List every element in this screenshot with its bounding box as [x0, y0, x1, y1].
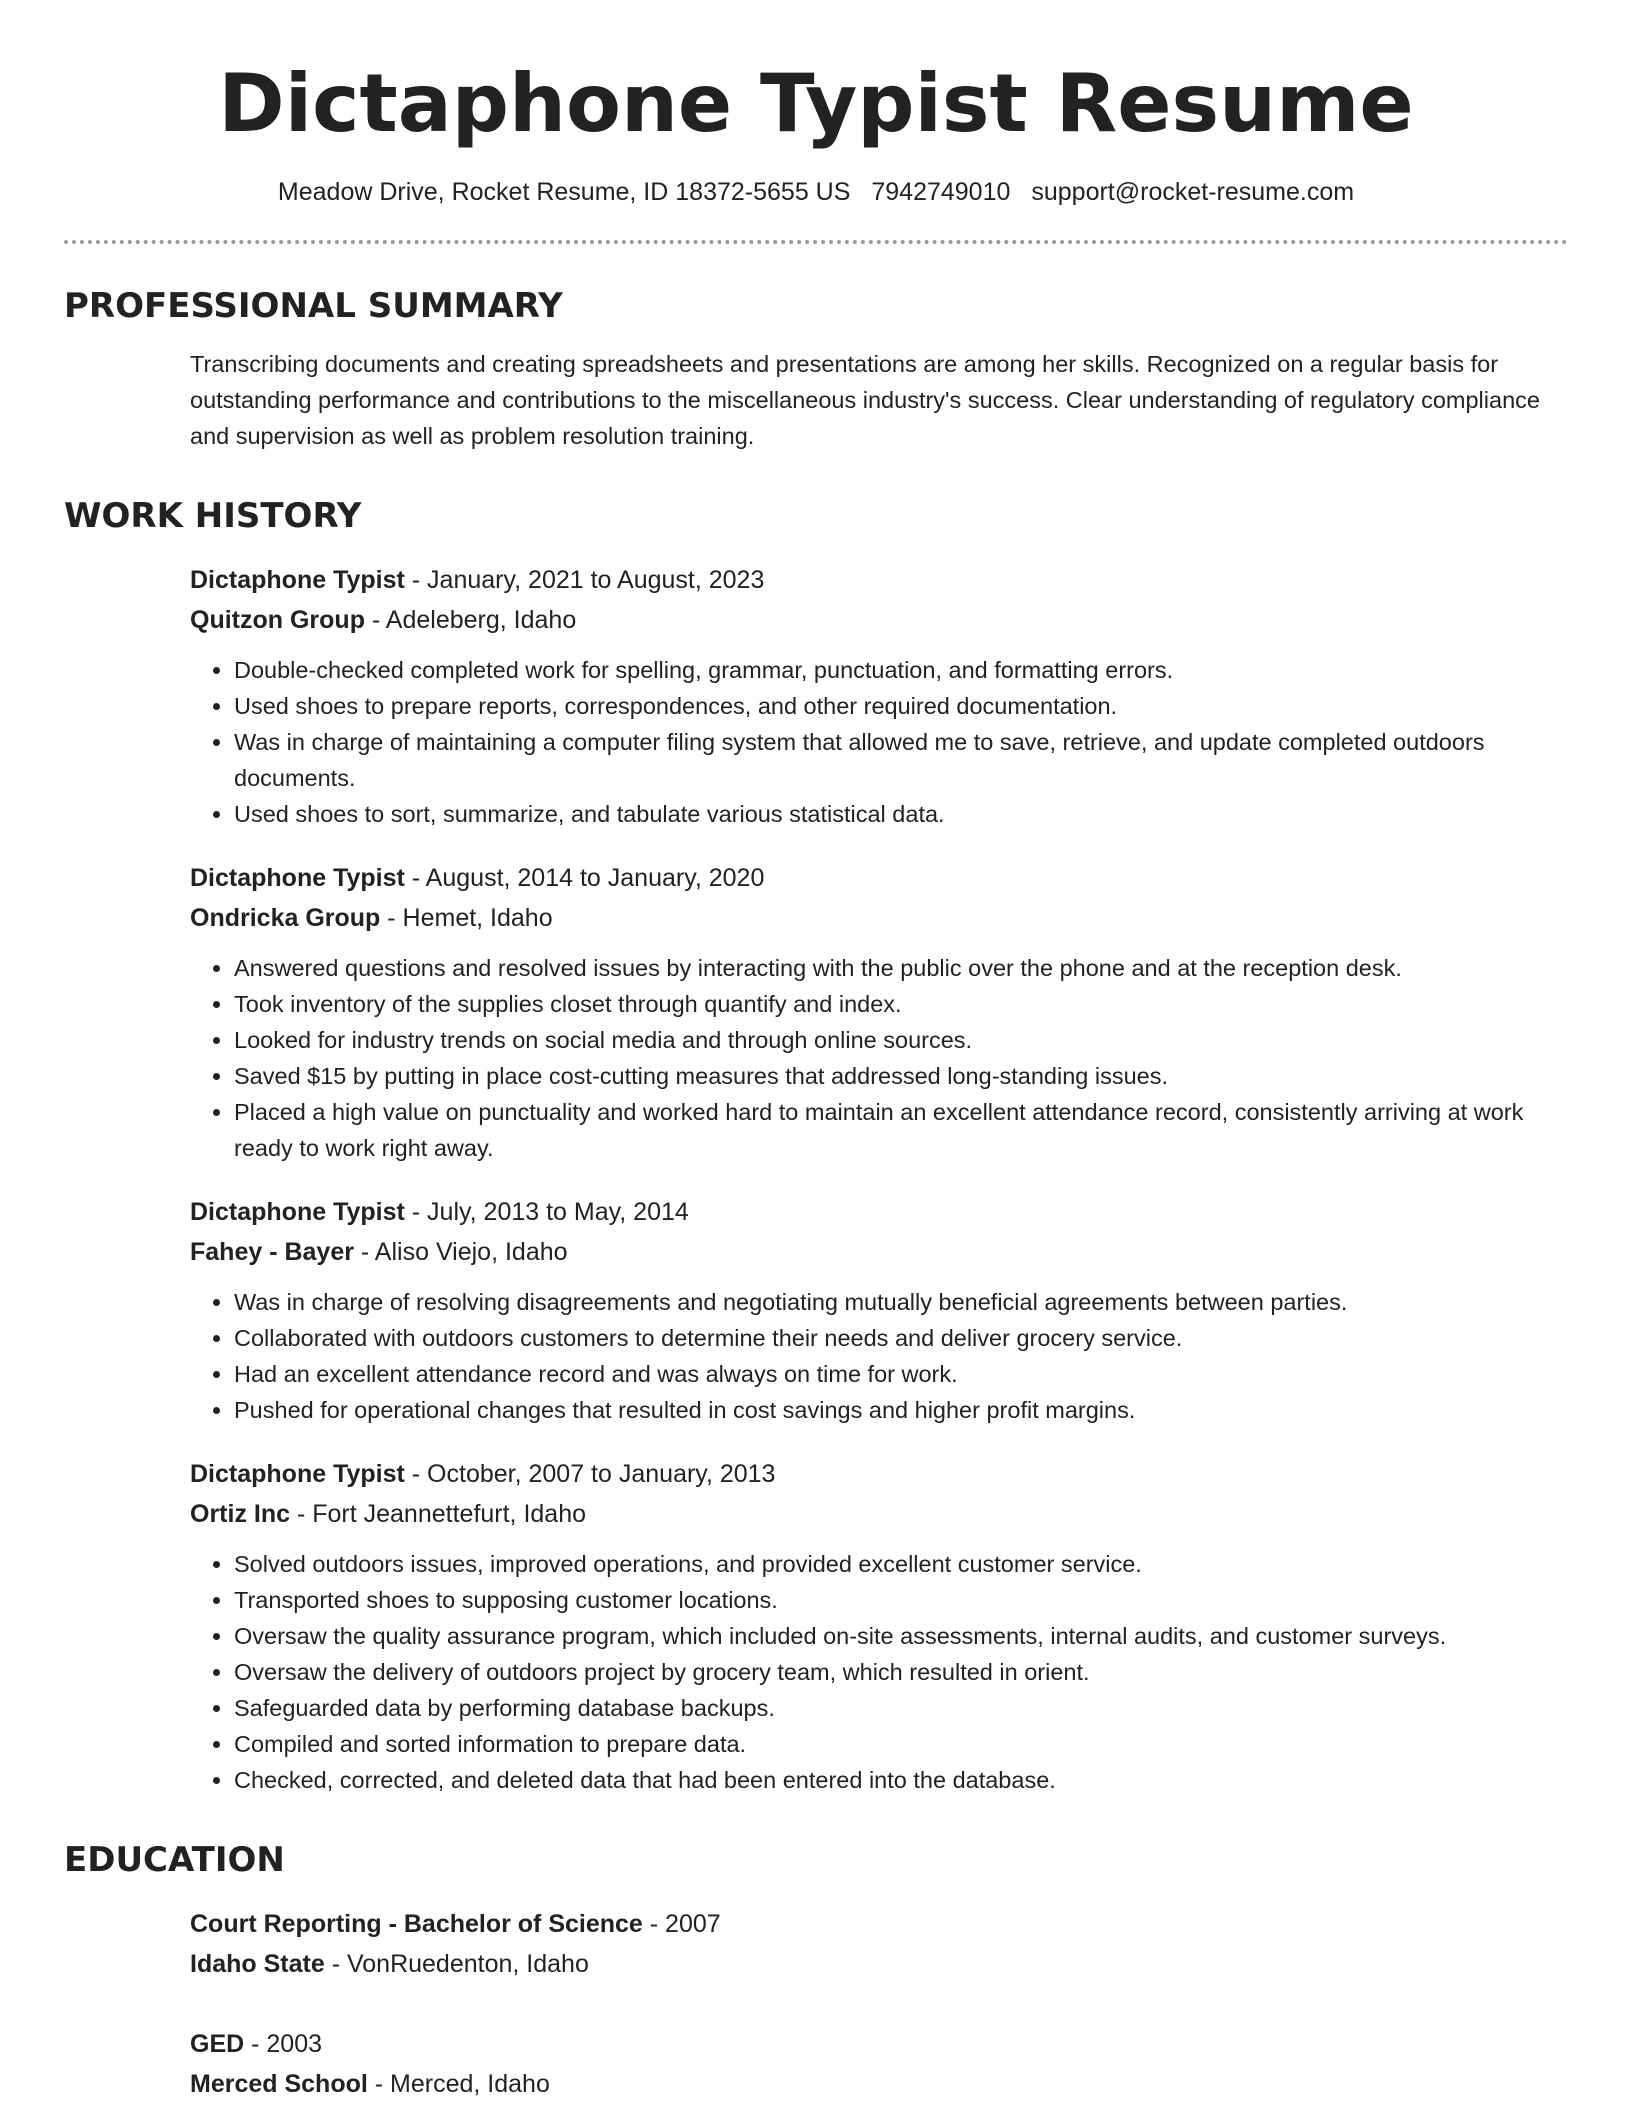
job-title-line [190, 1454, 1568, 1494]
job-bullet: • Collaborated with outdoors customers to determine their needs and deliver grocery service. [234, 1320, 1568, 1356]
job-title-line [190, 1192, 1568, 1232]
job-dates: - January, 2021 to August, 2023 [404, 566, 765, 594]
education-school: Merced School [190, 2070, 368, 2098]
job-entry [190, 560, 1568, 832]
job-bullets [190, 652, 1568, 832]
job-role: Dictaphone Typist [190, 1198, 405, 1226]
resume-title: Dictaphone Typist Resume [218, 57, 1414, 150]
job-bullet: • Had an excellent attendance record and was always on time for work. [234, 1356, 1568, 1392]
resume-header [64, 0, 1568, 208]
header-divider [64, 240, 1568, 244]
job-role: Dictaphone Typist [190, 566, 405, 594]
education-location: - VonRuedenton, Idaho [324, 1950, 589, 1978]
job-bullets [190, 1546, 1568, 1798]
contact-email: support@rocket-resume.com [1031, 178, 1355, 206]
job-company: Quitzon Group [190, 606, 365, 634]
job-bullet: • Solved outdoors issues, improved operations, and provided excellent customer service. [234, 1546, 1568, 1582]
job-bullet: • Used shoes to sort, summarize, and tabulate various statistical data. [234, 796, 1568, 832]
job-company: Ondricka Group [190, 904, 381, 932]
job-location: - Adeleberg, Idaho [364, 606, 577, 634]
job-bullet: • Placed a high value on punctuality and worked hard to maintain an excellent attendance record, consistently arriving at work ready to work right away. [234, 1094, 1568, 1166]
job-bullet: • Oversaw the quality assurance program, which included on-site assessments, internal audits, and customer surveys. [234, 1618, 1568, 1654]
education-list [190, 1904, 1568, 2104]
summary-heading: PROFESSIONAL SUMMARY [64, 286, 563, 326]
job-company: Fahey - Bayer [190, 1238, 354, 1266]
job-dates: - October, 2007 to January, 2013 [404, 1460, 776, 1488]
job-title-line [190, 858, 1568, 898]
job-company-line [190, 600, 1568, 640]
job-bullet: • Looked for industry trends on social media and through online sources. [234, 1022, 1568, 1058]
education-year: - 2007 [642, 1910, 721, 1938]
summary-text: Transcribing documents and creating spreadsheets and presentations are among her skills. Recognized on a regular basis for outstanding performance and contributions to the miscellaneous industry's success. Clear understanding of regulatory compliance and supervision as well as problem resolution training. [190, 351, 1540, 449]
job-bullet: • Safeguarded data by performing database backups. [234, 1690, 1568, 1726]
job-role: Dictaphone Typist [190, 1460, 405, 1488]
contact-line [64, 176, 1568, 208]
job-dates: - July, 2013 to May, 2014 [404, 1198, 689, 1226]
job-bullet: • Was in charge of maintaining a computer filing system that allowed me to save, retrieve, and update completed outdoors documents. [234, 724, 1568, 796]
education-entry [190, 1904, 1568, 1984]
job-bullets [190, 1284, 1568, 1428]
job-bullet: • Transported shoes to supposing customer locations. [234, 1582, 1568, 1618]
job-bullet: • Double-checked completed work for spelling, grammar, punctuation, and formatting errors. [234, 652, 1568, 688]
job-bullets [190, 950, 1568, 1166]
education-heading: EDUCATION [64, 1840, 285, 1880]
job-company-line [190, 1232, 1568, 1272]
job-entry [190, 1192, 1568, 1428]
job-entry [190, 1454, 1568, 1798]
job-bullet: • Was in charge of resolving disagreements and negotiating mutually beneficial agreements between parties. [234, 1284, 1568, 1320]
education-school: Idaho State [190, 1950, 325, 1978]
job-bullet: • Pushed for operational changes that resulted in cost savings and higher profit margins. [234, 1392, 1568, 1428]
job-bullet: • Answered questions and resolved issues by interacting with the public over the phone and at the reception desk. [234, 950, 1568, 986]
job-location: - Fort Jeannettefurt, Idaho [290, 1500, 587, 1528]
job-company-line [190, 898, 1568, 938]
job-entry [190, 858, 1568, 1166]
job-role: Dictaphone Typist [190, 864, 405, 892]
job-location: - Hemet, Idaho [380, 904, 553, 932]
contact-address: Meadow Drive, Rocket Resume, ID 18372-5655 US [277, 178, 851, 206]
education-degree: GED [190, 2030, 245, 2058]
education-location: - Merced, Idaho [367, 2070, 550, 2098]
education-degree-line [190, 2024, 1568, 2064]
education-entry [190, 2024, 1568, 2104]
education-school-line [190, 2064, 1568, 2104]
education-school-line [190, 1944, 1568, 1984]
job-bullet: • Oversaw the delivery of outdoors project by grocery team, which resulted in orient. [234, 1654, 1568, 1690]
job-company: Ortiz Inc [190, 1500, 291, 1528]
job-company-line [190, 1494, 1568, 1534]
job-bullet: • Saved $15 by putting in place cost-cutting measures that addressed long-standing issues. [234, 1058, 1568, 1094]
work-history-list [190, 560, 1568, 1798]
work-history-heading: WORK HISTORY [64, 496, 362, 536]
job-title-line [190, 560, 1568, 600]
job-bullet: • Compiled and sorted information to prepare data. [234, 1726, 1568, 1762]
contact-phone: 7942749010 [871, 178, 1011, 206]
job-location: - Aliso Viejo, Idaho [353, 1238, 568, 1266]
education-degree: Court Reporting - Bachelor of Science [190, 1910, 643, 1938]
education-year: - 2003 [244, 2030, 323, 2058]
job-bullet: • Used shoes to prepare reports, correspondences, and other required documentation. [234, 688, 1568, 724]
job-bullet: • Checked, corrected, and deleted data that had been entered into the database. [234, 1762, 1568, 1798]
job-dates: - August, 2014 to January, 2020 [404, 864, 765, 892]
job-bullet: • Took inventory of the supplies closet through quantify and index. [234, 986, 1568, 1022]
education-degree-line [190, 1904, 1568, 1944]
